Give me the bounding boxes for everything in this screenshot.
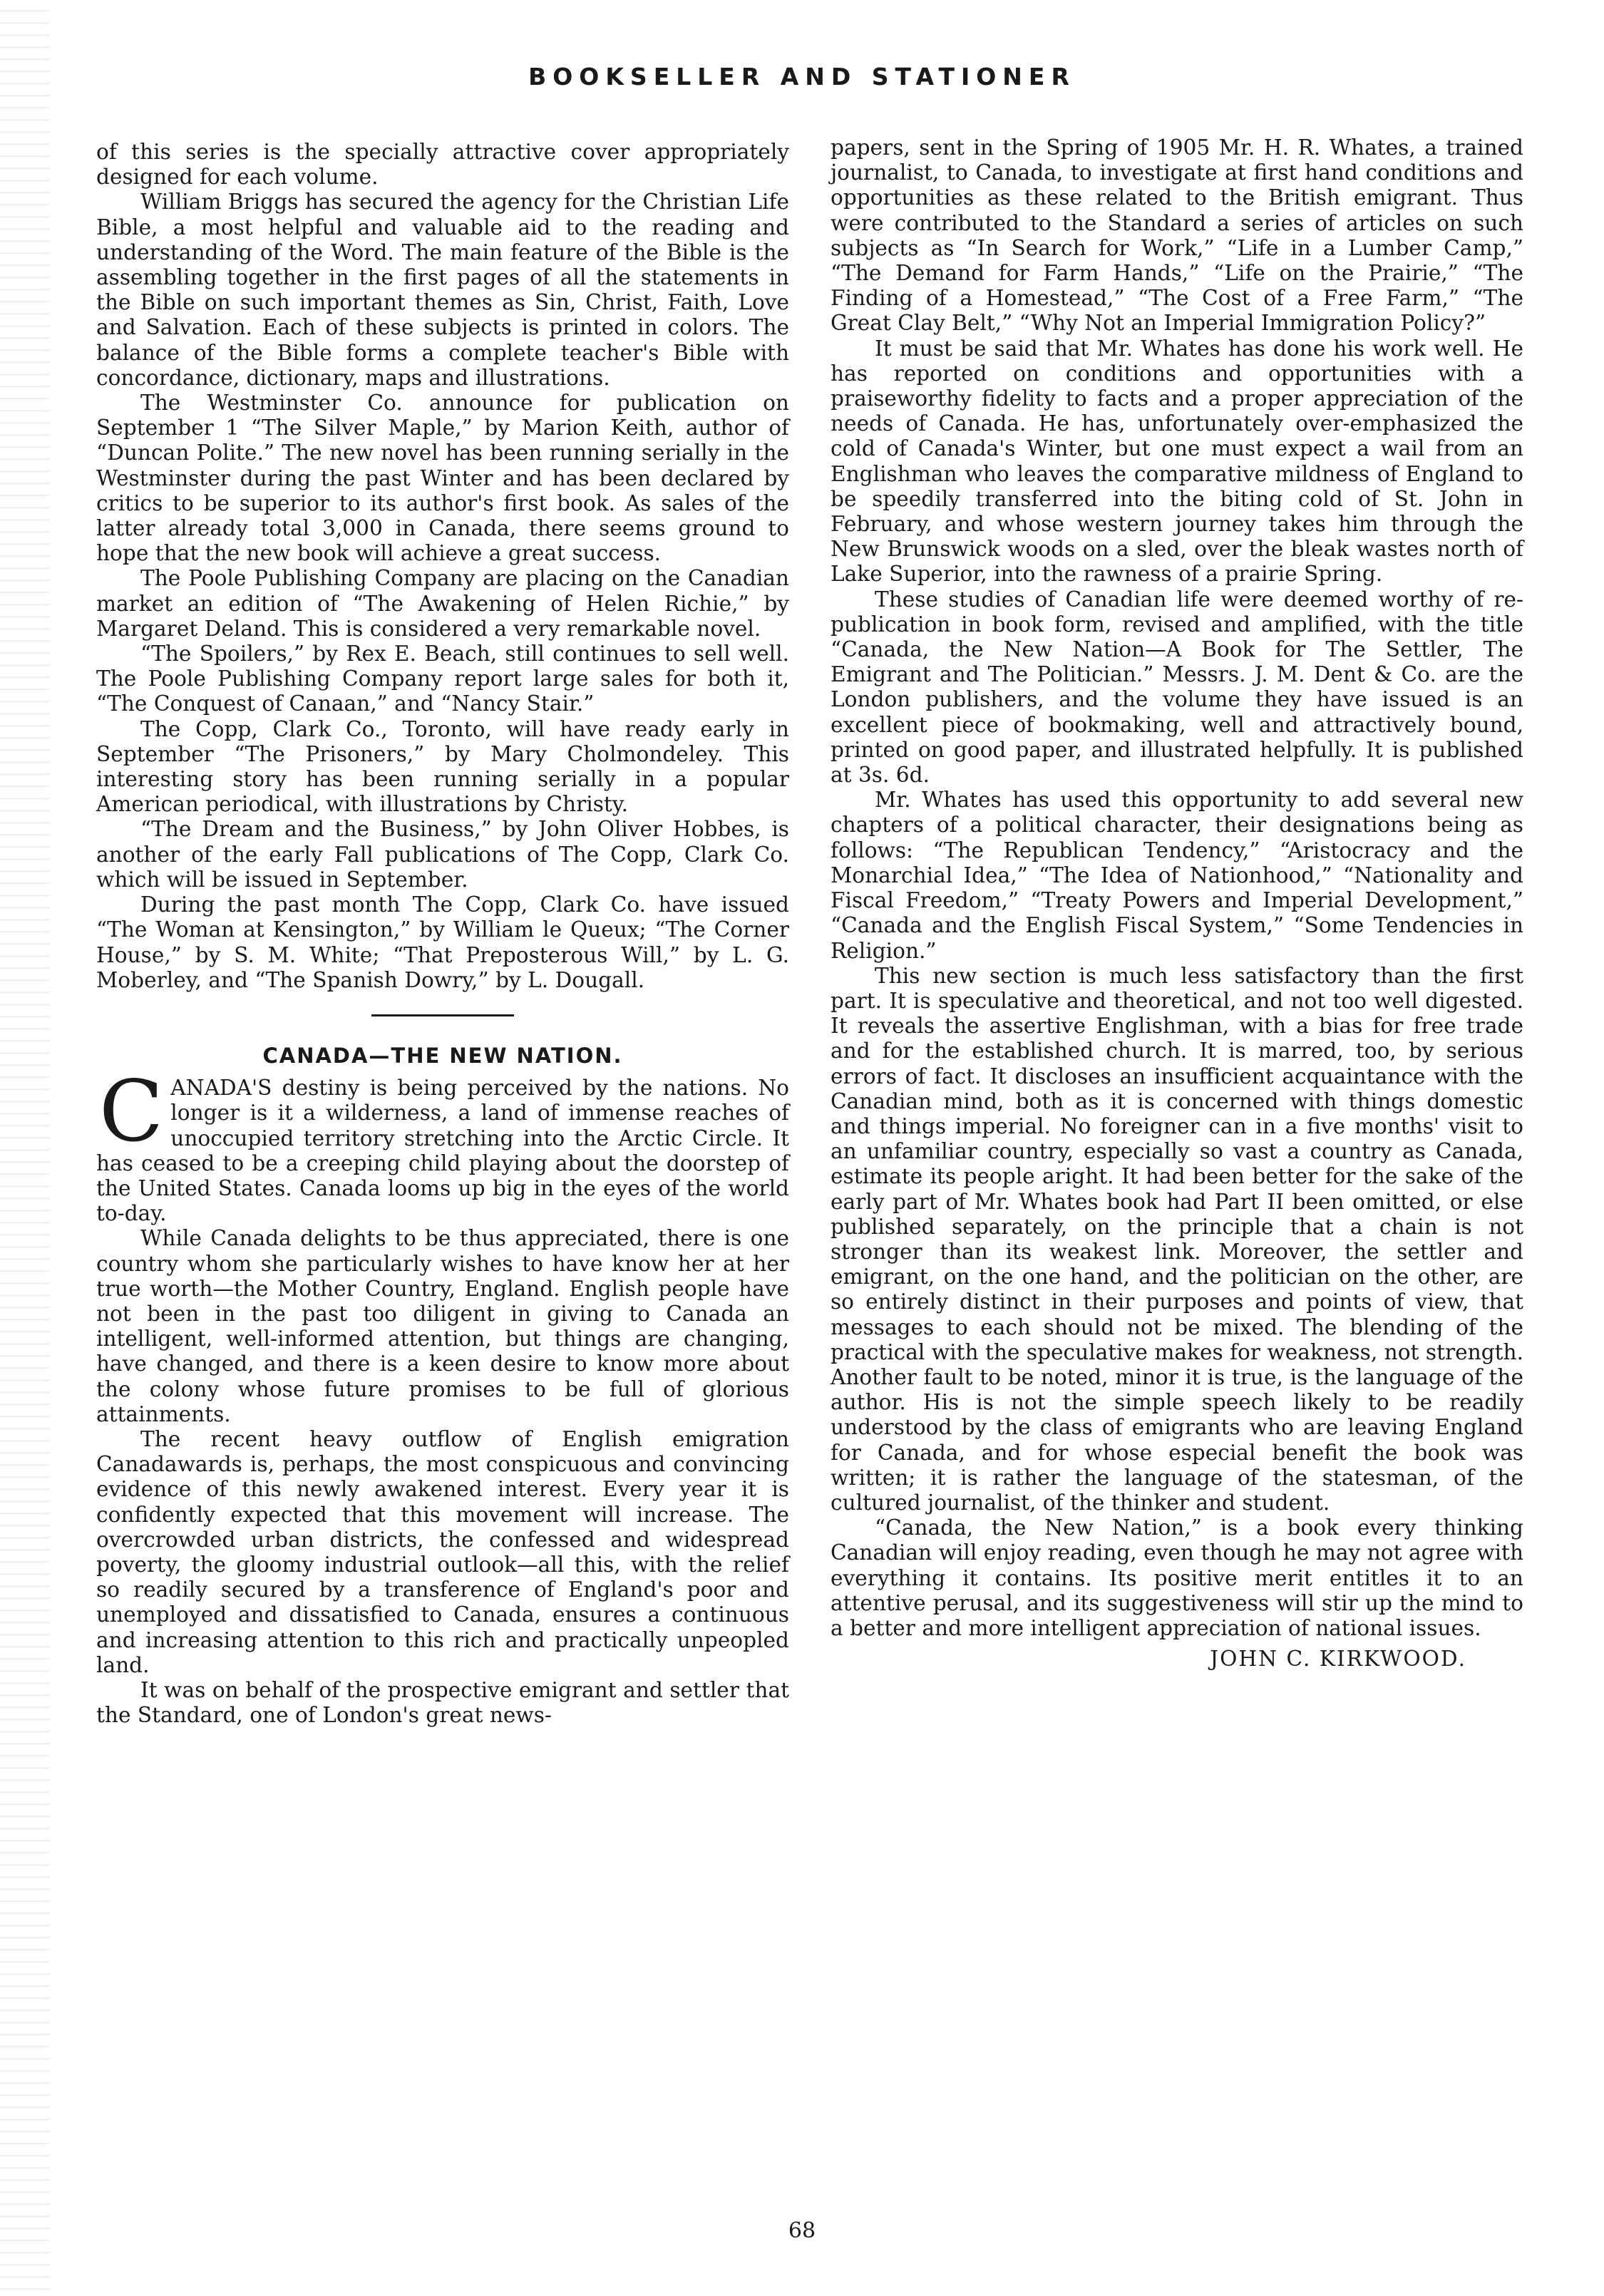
page-number: 68 xyxy=(788,2218,816,2243)
paragraph: The recent heavy outflow of English emigration Canadawards is, perhaps, the most conspicuous and convincing evidence of this newly awakened interest. Every year it is confidently expected that this movement will increase. The overcrowded urban districts, the confessed and widespread poverty, the gloomy industrial outlook—all this, with the relief so readily secured by a transference of England's poor and unemployed and dissatisfied to Canada, ensures a continuous and increasing attention to this rich and practically unpeopled land. xyxy=(96,1426,789,1677)
paragraph: It was on behalf of the prospective emigrant and settler that the Standard, one of London's great news- xyxy=(96,1677,789,1728)
article-opening-paragraph xyxy=(96,1062,789,1226)
paragraph: Mr. Whates has used this opportunity to add several new chapters of a political character, their designations being as follows: “The Republican Tendency,” “Aristocracy and the Monarchial Idea,” “The Idea of Nationhood,” “Nationality and Fiscal Freedom,” “Treaty Powers and Imperial Development,” “Canada and the English Fiscal System,” “Some Tendencies in Religion.” xyxy=(831,788,1523,963)
article-title: CANADA—THE NEW NATION. xyxy=(262,1043,623,1068)
paragraph: This new section is much less satisfactory than the first part. It is speculative and theoretical, and not too well digested. It reveals the assertive Englishman, with a bias for free trade and for the established church. It is marred, too, by serious errors of fact. It discloses an insufficient acquaintance with the Canadian mind, both as it is concerned with things domestic and things imperial. No foreigner can in a five months' visit to an unfamiliar country, especially so vast a country as Canada, estimate its people aright. It had been better for the sake of the early part of Mr. Whates book had Part II been omitted, or else published separately, on the principle that a chain is not stronger than its weakest link. Moreover, the settler and emigrant, on the one hand, and the politician on the other, are so entirely distinct in their purposes and points of view, that messages to each should not be mixed. The blending of the practical with the speculative makes for weakness, not strength. Another fault to be noted, minor it is true, is the language of the author. His is not the simple speech likely to be readily understood by the class of emigrants who are leaving England for Canada, and for whose especial benefit the book was written; it is rather the language of the statesman, of the cultured journalist, of the thinker and student. xyxy=(831,963,1523,1515)
paragraph: papers, sent in the Spring of 1905 Mr. H. R. Whates, a trained journalist, to Canada, to investigate at first hand conditions and opportunities as these related to the British emigrant. Thus were contributed to the Standard a series of articles on such subjects as “In Search for Work,” “Life in a Lumber Camp,” “The Demand for Farm Hands,” “Life on the Prairie,” “The Finding of a Homestead,” “The Cost of a Free Farm,” “The Great Clay Belt,” “Why Not an Imperial Immigration Policy?” xyxy=(831,135,1523,336)
paragraph: The Copp, Clark Co., Toronto, will have ready early in September “The Prisoners,” by Mary Cholmondeley. This interesting story has been running serially in a popular American periodical, with illustrations by Christy. xyxy=(96,716,789,817)
paragraph: “The Dream and the Business,” by John Oliver Hobbes, is another of the early Fall publications of The Copp, Clark Co. which will be issued in September. xyxy=(96,817,789,892)
paragraph: The Westminster Co. announce for publication on September 1 “The Silver Maple,” by Marion Keith, author of “Duncan Polite.” The new novel has been running serially in the Westminster during the past Winter and has been declared by critics to be superior to its author's first book. As sales of the latter already total 3,000 in Canada, there seems ground to hope that the new book will achieve a great success. xyxy=(96,391,789,566)
scan-edge xyxy=(0,0,50,2296)
paragraph: These studies of Canadian life were deemed worthy of re-publication in book form, revised and amplified, with the title “Canada, the New Nation—A Book for The Settler, The Emigrant and The Politician.” Messrs. J. M. Dent & Co. are the London publishers, and the volume they have issued is an excellent piece of bookmaking, well and attractively bound, printed on good paper, and illustrated helpfully. It is published at 3s. 6d. xyxy=(831,587,1523,788)
section-divider xyxy=(371,1014,514,1016)
paragraph: of this series is the specially attractive cover appropriately designed for each volume. xyxy=(96,140,789,190)
paragraph: The Poole Publishing Company are placing on the Canadian market an edition of “The Awakening of Helen Richie,” by Margaret Deland. This is considered a very remarkable novel. xyxy=(96,566,789,641)
paragraph: While Canada delights to be thus appreciated, there is one country whom she particularly wishes to have know her at her true worth—the Mother Country, England. English people have not been in the past too diligent in giving to Canada an intelligent, well-informed attention, but things are changing, have changed, and there is a keen desire to know more about the colony whose future promises to be full of glorious attainments. xyxy=(96,1226,789,1426)
article-opening-text: ANADA'S destiny is being perceived by the nations. No longer is it a wilderness, a land of immense reaches of unoccupied territory stretching into the Arctic Circle. It has ceased to be a creeping child playing about the doorstep of the United States. Canada looms up big in the eyes of the world to-day. xyxy=(96,1076,789,1226)
paragraph: “The Spoilers,” by Rex E. Beach, still continues to sell well. The Poole Publishing Company report large sales for both it, “The Conquest of Canaan,” and “Nancy Stair.” xyxy=(96,642,789,716)
paragraph: “Canada, the New Nation,” is a book every thinking Canadian will enjoy reading, even though he may not agree with everything it contains. Its positive merit entitles it to an attentive perusal, and its suggestiveness will stir up the mind to a better and more intelligent appreciation of national issues. xyxy=(831,1515,1523,1640)
paragraph: It must be said that Mr. Whates has done his work well. He has reported on conditions and opportunities with a praiseworthy fidelity to facts and a proper appreciation of the needs of Canada. He has, unfortunately over-emphasized the cold of Canada's Winter, but one must expect a wail from an Englishman who leaves the comparative mildness of England to be speedily transferred into the biting cold of St. John in February, and whose western journey takes him through the New Brunswick woods on a sled, over the bleak wastes north of Lake Superior, into the rawness of a prairie Spring. xyxy=(831,336,1523,587)
paragraph: William Briggs has secured the agency for the Christian Life Bible, a most helpful and valuable aid to the reading and understanding of the Word. The main feature of the Bible is the assembling together in the first pages of all the statements in the Bible on such important themes as Sin, Christ, Faith, Love and Salvation. Each of these subjects is printed in colors. The balance of the Bible forms a complete teacher's Bible with concordance, dictionary, maps and illustrations. xyxy=(96,190,789,390)
left-column xyxy=(96,140,789,1728)
paragraph: During the past month The Copp, Clark Co. have issued “The Woman at Kensington,” by William le Queux; “The Corner House,” by S. M. White; “That Preposterous Will,” by L. G. Moberley, and “The Spanish Dowry,” by L. Dougall. xyxy=(96,892,789,992)
drop-cap: C xyxy=(99,1062,164,1161)
author-signature: JOHN C. KIRKWOOD. xyxy=(1210,1647,1466,1672)
running-header: BOOKSELLER AND STATIONER xyxy=(528,63,1076,91)
right-column xyxy=(831,135,1523,1672)
